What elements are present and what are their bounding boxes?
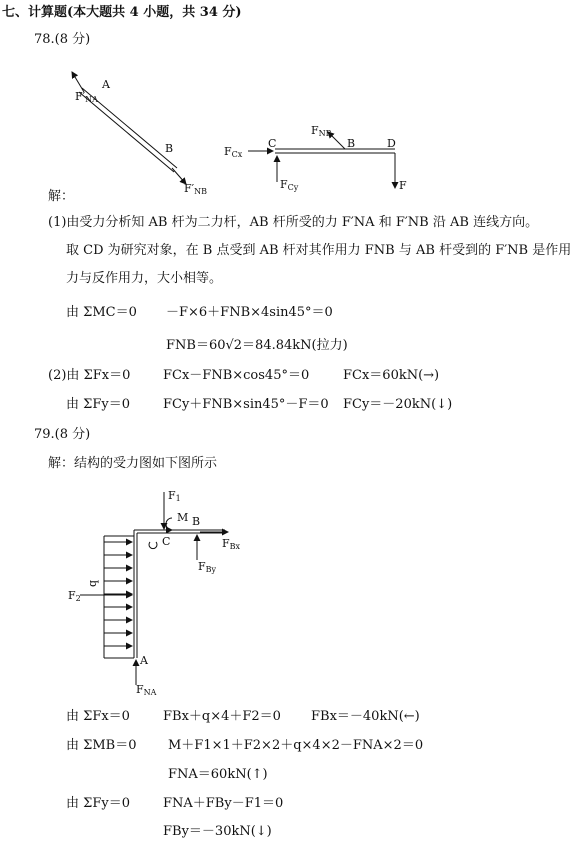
label-fnb-prime: $F'_{NB}$ — [184, 182, 208, 196]
q78-eq1-left: 由 ΣMC＝0 — [66, 305, 137, 320]
q79-eq3: FNA＝60kN(↑) — [168, 767, 268, 782]
label-b2: B — [347, 137, 356, 150]
label-fna-prime: $F'_{NA}$ — [75, 90, 98, 104]
q79-eq4-mid: FNA＋FBy－F1＝0 — [163, 796, 284, 811]
label-c2: C — [162, 535, 171, 548]
label-fcy: $F_{Cy}$ — [280, 178, 299, 192]
label-a: A — [102, 78, 110, 91]
label-a2: A — [140, 654, 148, 667]
q78-eq4-mid: FCy＋FNB×sin45°－F＝0 — [163, 397, 329, 412]
q79-eq5: FBy＝－30kN(↓) — [163, 824, 272, 839]
label-fby: $F_{By}$ — [198, 560, 217, 574]
label-f1: $F_1$ — [168, 489, 181, 503]
q78-eq4-right: FCy＝－20kN(↓) — [343, 397, 453, 412]
label-q: q — [86, 579, 100, 588]
label-f: F — [399, 179, 407, 192]
label-fbx: $F_{Bx}$ — [222, 537, 241, 551]
q78-eq3-left: (2)由 ΣFx＝0 — [48, 368, 131, 383]
q78-eq1-right: －F×6＋FNB×4sin45°＝0 — [166, 305, 333, 320]
q79-intro: 解：结构的受力图如下图所示 — [48, 456, 218, 471]
section-title: 七、计算题(本大题共 4 小题，共 34 分) — [2, 5, 242, 20]
q79-header: 79.(8 分) — [34, 427, 91, 442]
label-c: C — [268, 137, 277, 150]
q79-eq2-mid: M＋F1×1＋F2×2＋q×4×2－FNA×2＝0 — [168, 738, 424, 753]
q78-line1: (1)由受力分析知 AB 杆为二力杆，AB 杆所受的力 F′NA 和 F′NB 沿 AB 连线方向。 — [48, 215, 539, 230]
q78-eq3-right: FCx＝60kN(→) — [343, 368, 440, 383]
label-b3: B — [192, 515, 201, 528]
label-f2: $F_2$ — [68, 589, 81, 603]
q78-figure-ab-member — [60, 68, 220, 198]
q79-figure-frame — [60, 480, 280, 700]
label-fnb: $F_{NB}$ — [311, 124, 332, 138]
q79-eq2-left: 由 ΣMB＝0 — [66, 738, 137, 753]
q78-eq4-left: 由 ΣFy＝0 — [66, 397, 130, 412]
q78-eq2: FNB＝60√2＝84.84kN(拉力) — [166, 338, 348, 353]
q78-header: 78.(8 分) — [34, 32, 91, 47]
q78-line2: 取 CD 为研究对象，在 B 点受到 AB 杆对其作用力 FNB 与 AB 杆受到的 F′NB 是作用 — [66, 243, 572, 258]
label-fna: $F_{NA}$ — [136, 683, 157, 697]
label-b: B — [165, 142, 174, 155]
label-d: D — [387, 137, 396, 150]
q79-eq4-left: 由 ΣFy＝0 — [66, 796, 130, 811]
q78-line3: 力与反作用力，大小相等。 — [66, 271, 223, 286]
q79-eq1-right: FBx＝－40kN(←) — [311, 709, 420, 724]
q79-eq1-mid: FBx＋q×4＋F2＝0 — [163, 709, 281, 724]
label-m: M — [177, 511, 189, 524]
q78-jie: 解： — [48, 189, 75, 204]
q78-eq3-mid: FCx－FNB×cos45°＝0 — [163, 368, 310, 383]
label-fcx: $F_{Cx}$ — [224, 145, 243, 159]
q79-eq1-left: 由 ΣFx＝0 — [66, 709, 130, 724]
